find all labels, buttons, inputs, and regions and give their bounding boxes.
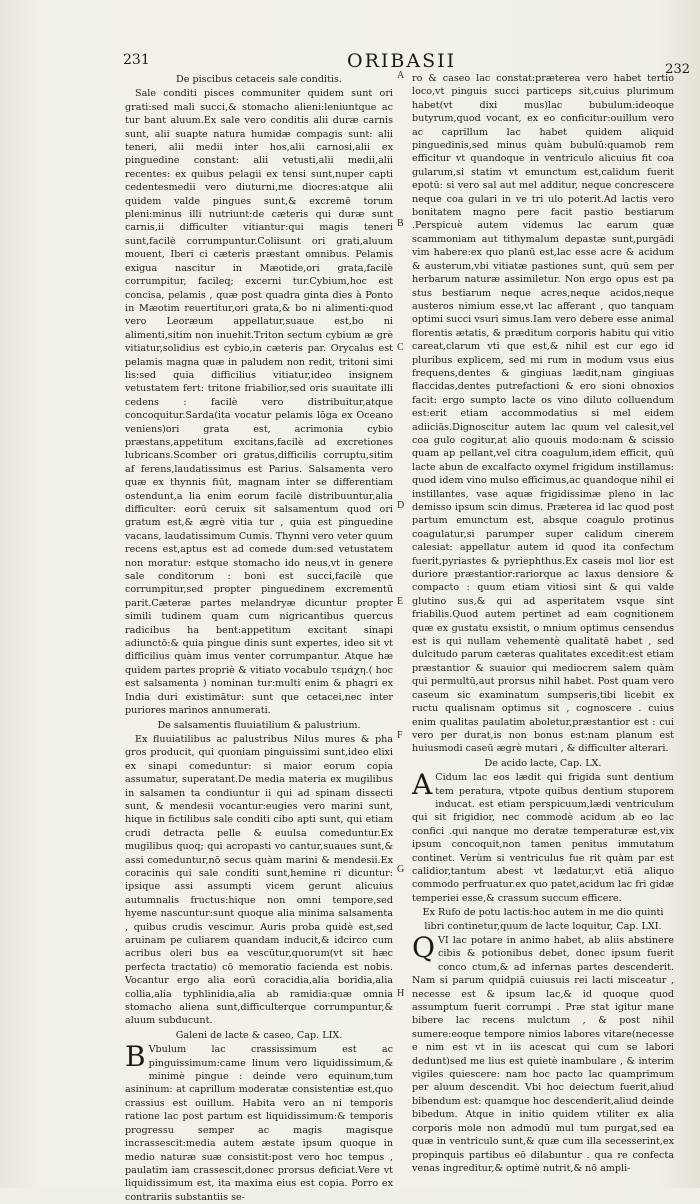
body-paragraph <box>125 1040 393 1204</box>
body-paragraph <box>412 768 674 905</box>
drop-cap: A <box>412 768 433 802</box>
margin-letter-h: H <box>397 988 405 999</box>
margin-letter-f: F <box>397 730 403 741</box>
chapter-heading: Galeni de lacte & caseo, Cap. LIX. <box>175 1029 343 1041</box>
paragraph-text: Cidum lac eos lædit qui frigida sunt dentium tem peratura, vtpote quibus dentium stuporem inducat. est etiam perspicuum,lædi ventriculum qui sit frigidior, nec commodè acidum ab eo lac confici .qui nanque mo deratæ temperaturæ est,vix ipsum concoquit,non tamen penitus immutatum continet. Verùm si ventriculus fue rit quàm par est calidior,tantum abest vt lædatur,vt etiā aliquo commodo perfruatur.ex quo patet,acidum lac fri gidæ temperiei esse,& crassum succum efficere. <box>412 772 674 904</box>
margin-letter-a: A <box>397 70 405 81</box>
margin-letter-e: E <box>397 596 404 607</box>
right-text-column <box>412 72 674 1174</box>
section-heading: De piscibus cetaceis sale conditis. <box>176 74 342 85</box>
paragraph-text: VI lac potare in animo habet, ab aliis abstinere cibis & potionibus debet, donec ipsum fuerit conco ctum,& ad infernas partes descenderit. Nam si parum quidpiā cuiusuis rei lacti misceatur , necesse est & ipsum lac,& id quoque quod assumptum fuerit corrumpi . Præ stat igitur mane bibere lac recens mulctum , & post nihil sumere:eoque tempore nimios labores vitare(necesse e nim est vt in iis acescat qui cum se labori dedunt)sed me lius est quietè inambulare , & interim vigiles quiescere: nam hoc pacto lac quamprimum per aluum descendit. Vbi hoc deiectum fuerit,aliud bibendum est: quamque hoc descenderit,aliud deinde bibedum. Atque in initio quidem vtiliter ex alia corporis mole non admodū mul tum purgat,sed ea quæ in ventriculo sunt,& quæ cum illa secesserint,ex propinquis partibus eō dilabuntur . qua re confecta venas ingreditur,& optimè nutrit,& nō ampli- <box>412 935 674 1174</box>
drop-cap: Q <box>412 931 435 964</box>
left-text-column <box>125 72 393 1203</box>
margin-letter-c: C <box>397 342 404 353</box>
drop-cap: B <box>125 1040 146 1074</box>
chapter-heading: Ex Rufo de potu lactis:hoc autem in me dio quinti libri continetur,quum de lacte loquitur, Cap. LXI. <box>422 907 664 932</box>
margin-letter-d: D <box>397 500 405 511</box>
section-heading: De salsamentis fluuiatilium & palustrium. <box>157 719 361 731</box>
body-paragraph: Sale conditi pisces communiter quidem sunt ori grati:sed mali succi,& stomacho alieni:leniuntque ac tur bant aluum.Ex sale vero conditis alii duræ carnis sunt, alii suapte natura humidæ compagis sunt: alii teneri, alii medii inter hos,alii carnosi,alii ex pinguedine constant: alii vetusti,alii medii,alii recentes: ex quibus pelagii ex tensi sunt,nuper capti cedentesmedii vero diuturni,me diocres:atque alii quidem valde pingues sunt,& excremē torum pleni:minus illi nutriunt:de cæteris qui duræ sunt carnis,ii difficulter vitiantur:qui magis teneri sunt,facilè corrumpuntur.Coliisunt ori grati,aluum mouent, Iberi ci cæteris præstant omnibus. Pelamis exigua nascitur in Mæotide,ori grata,facilè corrumpitur, facileq; excerni tur.Cybium,hoc est concisa, pelamis , quæ post quadra ginta dies à Ponto in Mæotim reuertitur,ori grata,& bo ni alimenti:quod vero Leoræum appellatur,suaue est,bo ni alimenti,sitim non inuehit.Triton sectum cybium æ grè vitiatur,solidius est cybio,in cæteris par. Orycalus est pelamis magna quæ in paludem non redit, tritoni simi lis:sed quia difficilius vitiatur,ideo insignem vetustatem fert: tritone friabilior,sed oris suauitate illi cedens : facilè vero distribuitur,atque concoquitur.Sarda(ita vocatur pelamis lōga ex Oceano veniens)ori grata est, acrimonia cybio præstans,appetitum excitans,facilè ad excretiones lubricans.Scomber ori gratus,difficilis corruptu,sitim af ferens,laudatissimus est Parius. Salsamenta vero quæ ex thynnis fiūt, magnam inter se differentiam ostendunt,a lia enim eorum facilè distribuuntur,alia difficulter: eorū ceruix sit salsamentum quod ori gratum est,& ægrè vitia tur , quia est pinguedine vacans, laudatissimum Cumis. Thynni vero veter quum recens est,aptus est ad comede dum:sed vetustatem non moratur: estque stomacho ido neus,vt in genere sale conditorum : boni est succi,facilè que corrumpitur,sed propter pinguedinem excrementū parit.Cæteræ partes melandryæ dicuntur propter simili tudinem quam cum nigricantibus quercus radicibus ha bent:appetitum excitant sinapi adiunctō:& quia pingue dinis sunt expertes, ideo sit vt difficilius quàm imus venter corrumpantur. Atque hæ quidem partes propriè & vitiato vocabulo τεμάχη.( hoc est salsamenta ) nominan tur:multi enim & phagri ex India duri existimātur: sunt que cetacei,nec inter puriores marinos annumerati. <box>125 88 393 717</box>
running-title: ORIBASII <box>347 50 457 72</box>
body-paragraph <box>412 931 674 1175</box>
right-page-number: 232 <box>665 62 690 77</box>
paragraph-text: Vbulum lac crassissimum est ac pinguissimum:came linum vero liquidissimum,& minimè pingue : deinde vero equinum,tum asininum: at caprillum moderatæ consistentiæ est,quo crassius est ouillum. Habita vero an ni temporis ratione lac post partum est liquidissimum:& temporis progressu semper ac magis magisque incrassescit:media autem æstate ipsum quoque in medio naturæ suæ consistit:post vero hoc tempus , paulatim iam crassescit,donec prorsus deficiat.Vere vt liquidissimum est, ita maxima eius est copia. Porro ex contrariis substantiis se- <box>125 1044 393 1203</box>
left-page-number: 231 <box>123 52 150 68</box>
body-paragraph: ro & caseo lac constat:præterea vero habet tertio loco,vt pinguis succi particeps sit,cuius plurimum habet(vt dixi mus)lac bubulum:ideoque butyrum,quod vocant, ex eo conficitur:ouillum vero ac caprillum lac habet quidem aliquid pinguedinis,sed minus quàm bubulū:quamob rem efficitur vt quandoque in ventriculo alicuius fit coa gularum,si statim vt emunctum est,calidum fuerit epotū: si vero sal aut mel additur, neque concrescere neque coa gulari in ve tri ulo poterit.Ad lactis vero bonitatem magno pere facit pastio bestiarum .Perspicuè autem videmus lac earum quæ scammoniam aut tithymalum depastæ sunt,purgādi vim habere:ex quo planū est,lac esse acre & acidum & austerum,vbi vitiatæ pastiones sunt, quū sem per herbarum naturæ assimiletur. Non ergo opus est pa stus bestiarum neque acres,neque acidos,neque austeros nimium esse,vt lac afferant , quo tanquam optimi succi vsuri simus.Iam vero debere esse animal florentis ætatis, & præditum corporis habitu qui vitio careat,clarum vti que est,& nihil est cur ego id pluribus explicem, sed mi rum in modum vsus eius frequens,dentes & gingiuas lædit,nam gingiuas flaccidas,dentes putrefactioni & ero sioni obnoxios facit: ergo sumpto lacte os vino diluto colluendum est:erit etiam accommodatius si mel eidem adiiciās.Dignoscitur autem lac quum vel calesit,vel coa gulo cogitur,at alio quouis modo:nam & scissio quam ap pellant,vel citra coagulum,idem efficit, quū lacte abun de excalfacto oxymel frigidum instillamus: quod idem vino mulso efficimus,ac quandoque nihil ei instillantes, vase aquæ frigidissimæ pleno in lac demisso ipsum scin dimus. Præterea id lac quod post partum emunctum est, absque coagulo protinus coagulatur,si parumper super calidum cinerem calesiat: appellatur autem id quod ita confectum fuerit,pyriastes & pyriephthus.Ex caseis mol lior est duriore præstantior:rariorque ac laxus densiore & compacto : quum etiam vitiosi sint & qui valde glutino sus,& qui ad asperitatem vsque sint friabilis.Quod autem pertinet ad eam cognitionem quæ ex gustatu exsistit, o mnium optimus censendus est is qui nullam vehementè qualitatē habet , sed dulcitudo parum cæteras qualitates excedit:est etiam præstantior & suauior qui mediocrem salem quàm qui permultū,aut prorsus nihil habet. Post quam vero caseum sic examinatum sumpseris,tibi licebit ex ructu qualisnam optimus sit , cognoscere . cuius enim qualitas paulatim aboletur,præstantior est : cui vero per durat,is non bonus est:nam planum est huiusmodi caseū ægrè mutari , & difficulter alterari. <box>412 73 674 755</box>
body-paragraph: Ex fluuiatilibus ac palustribus Nilus mures & pha gros producit, qui quoniam pinguissimi sunt,ideo elixi ex sinapi comeduntur: si maior eorum copia assumatur, superatant.De media materia ex mugilibus in salsamen ta condiuntur ii qui ad spinam dissecti sunt, & mendesii vocantur:eugies vero marini sunt, hique in fictilibus sale conditi cibo apti sunt, qui etiam crudi detracta pelle & euulsa comeduntur.Ex mugilibus quoq; qui acropasti vo cantur,suaues sunt,& assi comeduntur,nō secus quàm marini & mendesii.Ex coracinis qui sale conditi sunt,hemine ri dicuntur: ipsique assi assumpti vicem gerunt alicuius autumnalis fructus:hique non omni tempore,sed hyeme nascuntur:sunt quoque alia minima salsamenta , quibus crudis vescimur. Auris proba quidè est,sed aruinam pe culiarem quandam inducit,& idcirco cum acribus oleri bus ea vescūtur,quorum(vt sit hæc perfecta tractatio) cō memoratio facienda est nobis. Vocantur ergo alia eorū coracidia,alia boridia,alia collia,alia typhlinidia,alia ab ramidia:quæ omnia stomacho aliena sunt,difficulterque corrumpuntur,& aluum subducunt. <box>125 733 393 1027</box>
margin-letter-g: G <box>397 864 405 875</box>
chapter-heading: De acido lacte, Cap. LX. <box>484 757 602 769</box>
margin-letter-b: B <box>397 218 404 229</box>
